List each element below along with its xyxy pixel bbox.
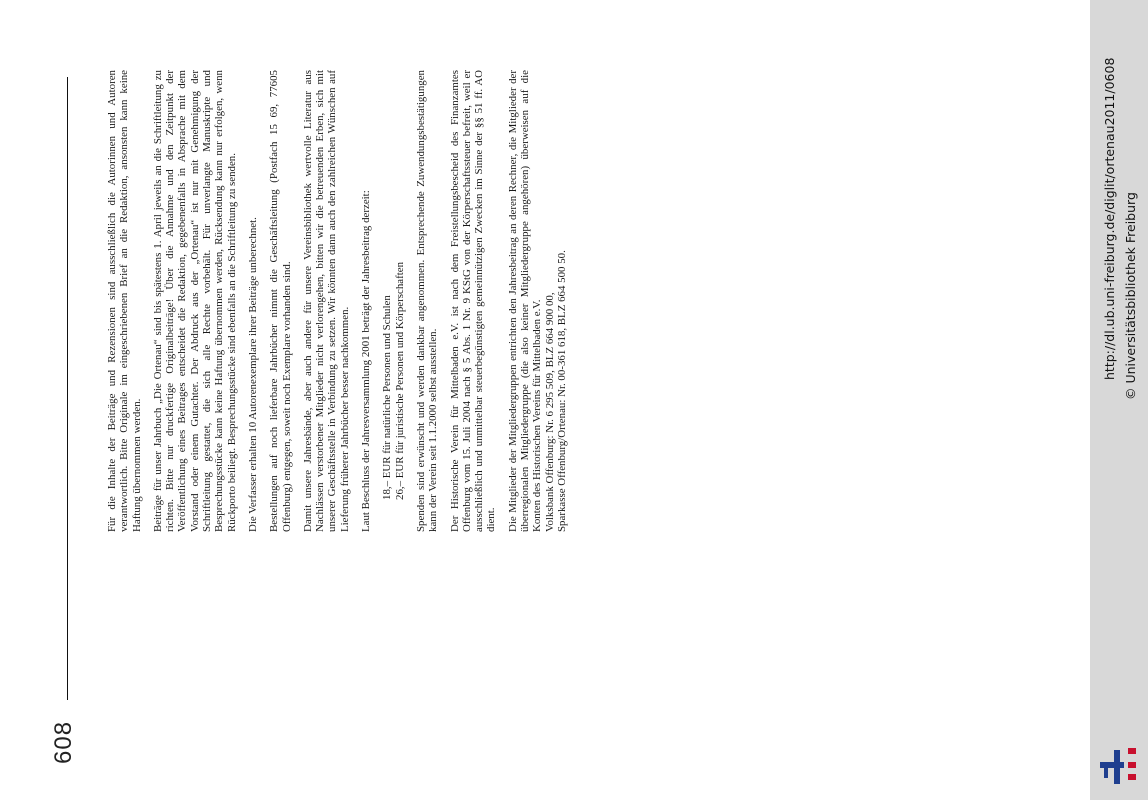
paragraph: Die Verfasser erhalten 10 Autorenexemplare ihrer Beiträge unberechnet. bbox=[246, 217, 259, 532]
logo-red-square bbox=[1128, 748, 1136, 754]
header-rule bbox=[67, 77, 68, 700]
paragraph: Spenden sind erwünscht und werden dankbar angenommen. Entsprechende Zuwendungsbestätigungen kann der Verein seit 1.1.2000 selbst ausstellen. bbox=[414, 70, 440, 532]
paragraph: Bestellungen auf noch lieferbare Jahrbücher nimmt die Geschäftsleitung (Postfach 15 69, 77605 Offenburg) entgegen, soweit noch Exemplare vorhanden sind. bbox=[268, 70, 293, 532]
fee-item: 18,– EUR für natürliche Personen und Schulen bbox=[381, 295, 394, 500]
bank-account-line: Sparkasse Offenburg/Ortenau: Nr. 00-361 618, BLZ 664 500 50. bbox=[555, 250, 568, 532]
fee-item: 26,– EUR für juristische Personen und Körperschaften bbox=[393, 261, 406, 500]
logo-red-square bbox=[1128, 774, 1136, 780]
paragraph: Die Mitglieder der Mitgliedergruppen entrichten den Jahresbeitrag an deren Rechner, die Mitglieder der überregionalen Mitgliedergruppe (die also keiner Mitgliedergruppe angehören) überweisen auf die Konten des Historischen Vereins für Mittelbaden e.V. bbox=[506, 70, 544, 532]
fee-list bbox=[381, 70, 406, 532]
source-url-link[interactable]: http://dl.ub.uni-freiburg.de/diglit/ortenau2011/0608 bbox=[1102, 57, 1117, 380]
paragraph: Beiträge für unser Jahrbuch „Die Ortenau“ sind bis spätestens 1. April jeweils an die Schriftleitung zu richten. Bitte nur druckfertige Originalbeiträge! Über die Annahme und den Zeitpunkt der Veröffentlichung eines Beitrages entscheidet die Redaktion, gegebenenfalls in Absprache mit dem Vorstand oder einem Gutachter. Der Abdruck aus der „Ortenau“ ist nur mit Genehmigung der Schriftleitung gestattet, die sich alle Rechte vorbehält. Für unverlangte Manuskripte und Besprechungsstücke kann keine Haftung übernommen werden, Rücksendung kann nur erfolgen, wenn Rückporto beiliegt. Besprechungsstücke sind ebenfalls an die Schriftleitung zu senden. bbox=[151, 70, 238, 532]
paragraph: Damit unsere Jahresbände, aber auch andere für unsere Vereinsbibliothek wertvolle Literatur aus Nachlässen verstorbener Mitglieder nicht verlorengehen, bitten wir die betreuenden Erben, sich mit unserer Geschäftsstelle in Verbindung zu setzen. Wir könnten dann auch den zahlreichen Wünschen auf Lieferung früherer Jahrbücher besser nachkommen. bbox=[301, 70, 351, 532]
logo-blue-bar bbox=[1100, 762, 1124, 768]
library-sidebar bbox=[1090, 0, 1148, 800]
library-logo-icon bbox=[1100, 744, 1140, 786]
logo-blue-stem bbox=[1114, 750, 1120, 784]
page-number: 608 bbox=[50, 720, 77, 764]
bank-account-line: Volksbank Offenburg: Nr. 6 295 509, BLZ 664 900 00, bbox=[543, 292, 556, 532]
body-text bbox=[106, 70, 568, 532]
sidebar-rotated-text bbox=[1090, 0, 1148, 800]
paragraph: Der Historische Verein für Mittelbaden e.V. ist nach dem Freistellungsbescheid des Finanzamtes Offenburg vom 15. Juli 2004 nach § 5 Abs. 1 Nr. 9 KStG von der Körperschaftssteuer befreit, weil er ausschließlich und unmittelbar steuerbegünstigten gemeinnützigen Zwecken im Sinne der §§ 51 ff. AO dient. bbox=[448, 70, 498, 532]
paragraph: Laut Beschluss der Jahresversammlung 2001 beträgt der Jahresbeitrag derzeit: bbox=[360, 190, 373, 532]
logo-red-square bbox=[1128, 762, 1136, 768]
bank-account-list bbox=[544, 70, 569, 532]
logo-blue-foot bbox=[1104, 768, 1108, 778]
paragraph: Für die Inhalte der Beiträge und Rezensionen sind ausschließlich die Autorinnen und Autoren verantwortlich. Bitte Originale im eingeschriebenen Brief an die Redaktion, ansonsten kann keine Haftung übernommen werden. bbox=[106, 70, 143, 532]
copyright-notice: © Universitätsbibliothek Freiburg bbox=[1123, 192, 1138, 400]
